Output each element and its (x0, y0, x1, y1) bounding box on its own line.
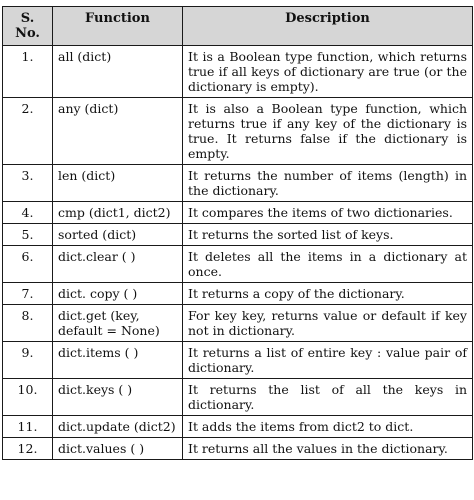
row-sno: 7. (3, 283, 53, 305)
dictionary-functions-table (2, 6, 473, 460)
table-row (3, 342, 473, 379)
row-description: It is also a Boolean type function, which returns true if any key of the dictionary is true. It returns false if the dictionary is empty. (183, 98, 473, 165)
row-function: all (dict) (53, 46, 183, 98)
table-row (3, 438, 473, 460)
header-description: Description (183, 7, 473, 46)
table-row (3, 46, 473, 98)
row-function: cmp (dict1, dict2) (53, 202, 183, 224)
row-sno: 5. (3, 224, 53, 246)
table-row (3, 379, 473, 416)
table-header (3, 7, 473, 46)
row-function: dict.update (dict2) (53, 416, 183, 438)
row-description: It compares the items of two dictionaries. (183, 202, 473, 224)
table-row (3, 202, 473, 224)
row-sno: 3. (3, 165, 53, 202)
row-sno: 12. (3, 438, 53, 460)
row-sno: 1. (3, 46, 53, 98)
row-description: It returns the sorted list of keys. (183, 224, 473, 246)
row-sno: 8. (3, 305, 53, 342)
row-description: It adds the items from dict2 to dict. (183, 416, 473, 438)
header-sno: S. No. (3, 7, 53, 46)
row-description: It returns the number of items (length) in the dictionary. (183, 165, 473, 202)
table-row (3, 246, 473, 283)
row-function: dict.keys ( ) (53, 379, 183, 416)
row-sno: 6. (3, 246, 53, 283)
row-function: dict.clear ( ) (53, 246, 183, 283)
row-function: dict.values ( ) (53, 438, 183, 460)
row-sno: 4. (3, 202, 53, 224)
row-description: It returns a list of entire key : value pair of dictionary. (183, 342, 473, 379)
row-description: For key key, returns value or default if key not in dictionary. (183, 305, 473, 342)
table-body (3, 46, 473, 460)
table-row (3, 98, 473, 165)
row-function: sorted (dict) (53, 224, 183, 246)
table-row (3, 416, 473, 438)
row-description: It returns all the values in the dictionary. (183, 438, 473, 460)
header-row (3, 7, 473, 46)
table-row (3, 224, 473, 246)
row-function: dict.items ( ) (53, 342, 183, 379)
row-function: dict. copy ( ) (53, 283, 183, 305)
row-description: It returns the list of all the keys in dictionary. (183, 379, 473, 416)
table-row (3, 305, 473, 342)
row-sno: 2. (3, 98, 53, 165)
row-sno: 11. (3, 416, 53, 438)
row-description: It is a Boolean type function, which returns true if all keys of dictionary are true (or the dictionary is empty). (183, 46, 473, 98)
row-sno: 9. (3, 342, 53, 379)
row-description: It deletes all the items in a dictionary at once. (183, 246, 473, 283)
table-row (3, 283, 473, 305)
row-description: It returns a copy of the dictionary. (183, 283, 473, 305)
row-function: any (dict) (53, 98, 183, 165)
header-function: Function (53, 7, 183, 46)
row-function: dict.get (key, default = None) (53, 305, 183, 342)
table-row (3, 165, 473, 202)
row-sno: 10. (3, 379, 53, 416)
row-function: len (dict) (53, 165, 183, 202)
